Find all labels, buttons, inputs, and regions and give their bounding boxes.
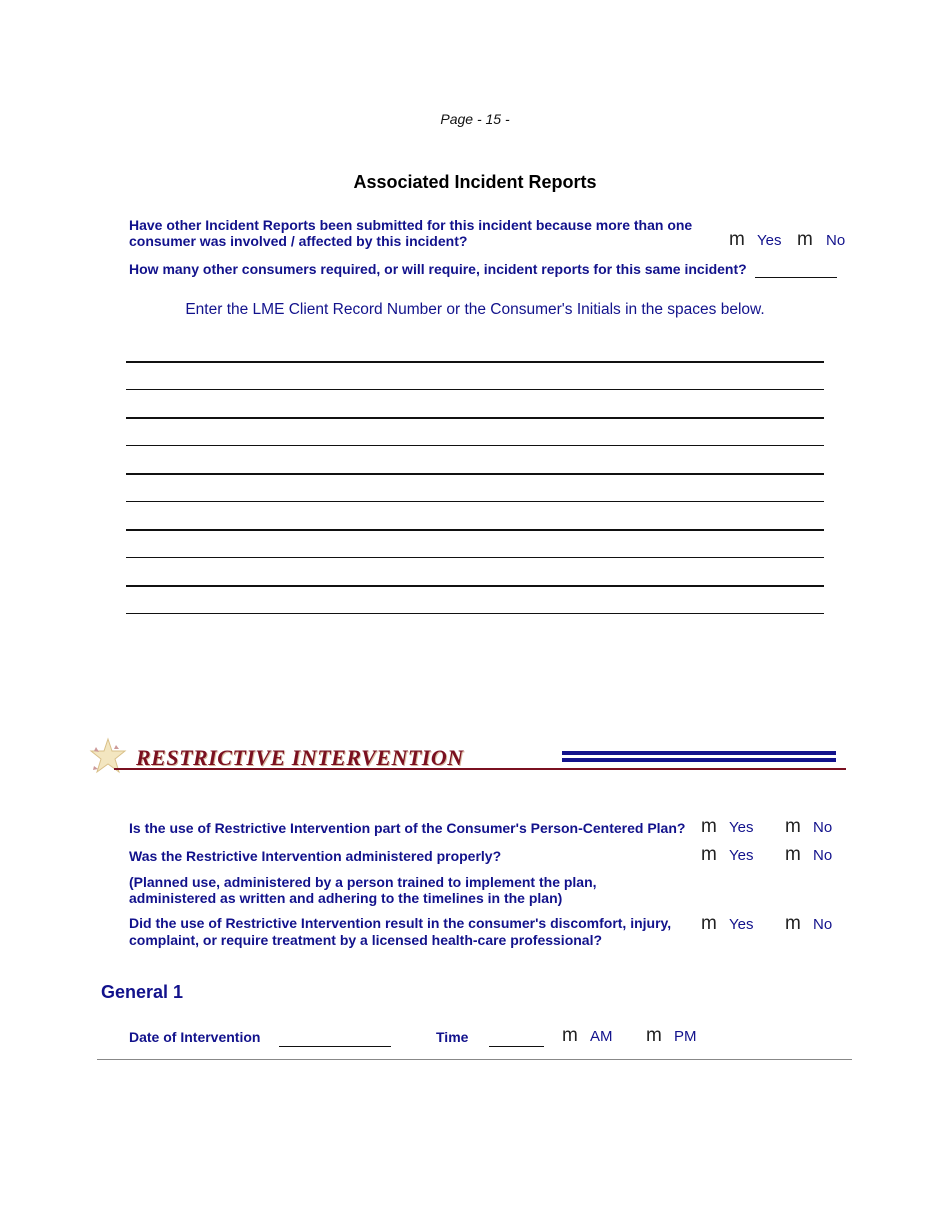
entry-line[interactable]	[126, 473, 824, 475]
restrictive-question-3-line2: complaint, or require treatment by a licensed health-care professional?	[129, 932, 603, 948]
entry-line[interactable]	[126, 417, 824, 419]
section-divider	[97, 1059, 852, 1060]
restrictive-q2-yes-radio[interactable]: m	[701, 844, 717, 865]
restrictive-q1-no-radio[interactable]: m	[785, 816, 801, 837]
entry-line[interactable]	[126, 501, 824, 502]
restrictive-q3-no-label: No	[813, 916, 833, 933]
entry-line[interactable]	[126, 445, 824, 446]
incident-q1-no-radio[interactable]: m	[797, 229, 813, 250]
restrictive-question-2-note-line1: (Planned use, administered by a person trained to implement the plan,	[129, 874, 597, 890]
time-field[interactable]	[489, 1046, 544, 1047]
incident-q1-no-label: No	[826, 232, 846, 249]
restrictive-question-2: Was the Restrictive Intervention administered properly?	[129, 848, 502, 864]
restrictive-banner-title: RESTRICTIVE INTERVENTION	[136, 745, 464, 770]
restrictive-question-3-line1: Did the use of Restrictive Intervention result in the consumer's discomfort, injury,	[129, 915, 672, 931]
entry-line[interactable]	[126, 389, 824, 390]
restrictive-question-2-note-line2: administered as written and adhering to the timelines in the plan)	[129, 890, 563, 906]
restrictive-q1-no-label: No	[813, 819, 833, 836]
incident-q1-yes-label: Yes	[757, 232, 782, 249]
page-number: Page - 15 -	[440, 111, 510, 127]
date-of-intervention-label: Date of Intervention	[129, 1029, 261, 1045]
restrictive-q2-no-radio[interactable]: m	[785, 844, 801, 865]
restrictive-q2-yes-label: Yes	[729, 847, 754, 864]
incident-question-2: How many other consumers required, or will require, incident reports for this same incident?	[129, 261, 747, 277]
incident-question-1-line2: consumer was involved / affected by this incident?	[129, 233, 468, 249]
restrictive-q3-yes-label: Yes	[729, 916, 754, 933]
restrictive-question-1: Is the use of Restrictive Intervention part of the Consumer's Person-Centered Plan?	[129, 820, 686, 836]
incident-question-1-line1: Have other Incident Reports been submitted for this incident because more than one	[129, 217, 693, 233]
entry-line[interactable]	[126, 585, 824, 587]
time-label: Time	[436, 1029, 469, 1045]
restrictive-q2-no-label: No	[813, 847, 833, 864]
entry-line[interactable]	[126, 557, 824, 558]
general-heading: General 1	[101, 982, 184, 1002]
entry-line[interactable]	[126, 361, 824, 363]
consumer-count-field[interactable]	[755, 277, 837, 278]
incident-q1-yes-radio[interactable]: m	[729, 229, 745, 250]
section-title: Associated Incident Reports	[353, 172, 597, 192]
am-radio[interactable]: m	[562, 1025, 578, 1046]
restrictive-q3-no-radio[interactable]: m	[785, 913, 801, 934]
restrictive-q1-yes-label: Yes	[729, 819, 754, 836]
pm-radio[interactable]: m	[646, 1025, 662, 1046]
entry-line[interactable]	[126, 613, 824, 614]
entry-line[interactable]	[126, 529, 824, 531]
banner-stripes	[562, 751, 836, 769]
date-of-intervention-field[interactable]	[279, 1046, 391, 1047]
entry-instruction: Enter the LME Client Record Number or the Consumer's Initials in the spaces below.	[185, 301, 765, 318]
pm-label: PM	[674, 1028, 697, 1045]
restrictive-q3-yes-radio[interactable]: m	[701, 913, 717, 934]
restrictive-q1-yes-radio[interactable]: m	[701, 816, 717, 837]
am-label: AM	[590, 1028, 613, 1045]
